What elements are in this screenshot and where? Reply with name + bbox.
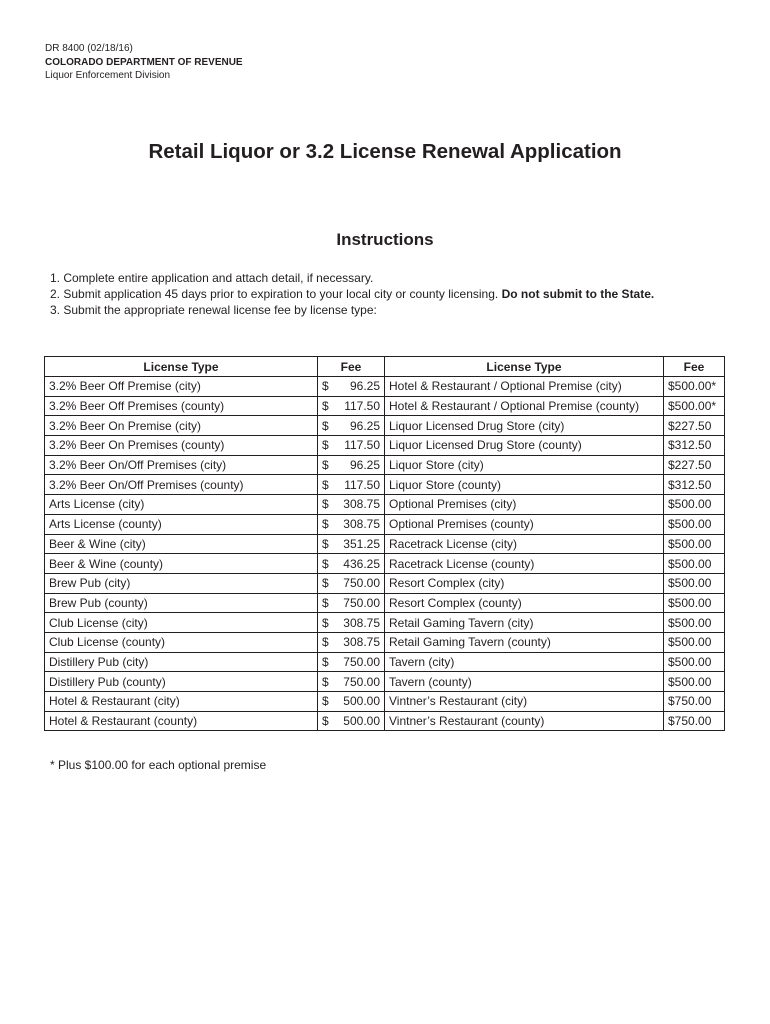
fee-cell <box>318 416 385 436</box>
table-row <box>45 554 725 574</box>
license-type-cell: 3.2% Beer On Premises (county) <box>45 436 318 456</box>
fee-amount: 351.25 <box>343 536 380 551</box>
fee-cell: $500.00* <box>664 396 725 416</box>
currency-symbol: $ <box>322 654 329 669</box>
license-type-cell: Racetrack License (county) <box>385 554 664 574</box>
fee-cell <box>318 672 385 692</box>
license-type-cell: Arts License (county) <box>45 514 318 534</box>
currency-symbol: $ <box>322 379 329 394</box>
currency-symbol: $ <box>322 497 329 512</box>
fee-amount: 308.75 <box>343 517 380 532</box>
fee-cell <box>318 593 385 613</box>
fee-cell <box>318 495 385 515</box>
fee-amount: 96.25 <box>349 379 380 394</box>
fee-amount: 308.75 <box>343 497 380 512</box>
currency-symbol: $ <box>322 595 329 610</box>
fee-amount: 500.00 <box>343 694 380 709</box>
table-row <box>45 495 725 515</box>
fee-cell: $500.00 <box>664 554 725 574</box>
fee-cell <box>318 514 385 534</box>
license-type-cell: Beer & Wine (city) <box>45 534 318 554</box>
license-type-cell: Tavern (county) <box>385 672 664 692</box>
table-row <box>45 455 725 475</box>
fee-amount: 308.75 <box>343 635 380 650</box>
table-row <box>45 377 725 397</box>
currency-symbol: $ <box>322 576 329 591</box>
table-row <box>45 514 725 534</box>
fee-cell <box>318 554 385 574</box>
license-type-cell: Resort Complex (city) <box>385 573 664 593</box>
license-type-cell: Hotel & Restaurant (city) <box>45 692 318 712</box>
fee-amount: 750.00 <box>343 654 380 669</box>
fee-cell: $500.00 <box>664 593 725 613</box>
fee-cell: $750.00 <box>664 692 725 712</box>
table-row <box>45 632 725 652</box>
instruction-item <box>50 286 654 302</box>
fee-amount: 436.25 <box>343 556 380 571</box>
license-type-cell: Optional Premises (city) <box>385 495 664 515</box>
license-type-cell: Liquor Store (city) <box>385 455 664 475</box>
fee-cell <box>318 396 385 416</box>
instruction-item: 3. Submit the appropriate renewal license fee by license type: <box>50 303 377 317</box>
fee-amount: 117.50 <box>344 477 380 492</box>
license-type-cell: 3.2% Beer Off Premise (city) <box>45 377 318 397</box>
currency-symbol: $ <box>322 438 329 453</box>
license-type-cell: 3.2% Beer On/Off Premises (city) <box>45 455 318 475</box>
fee-cell: $500.00 <box>664 632 725 652</box>
fee-cell: $500.00 <box>664 672 725 692</box>
fee-amount: 500.00 <box>343 714 380 729</box>
fee-amount: 750.00 <box>343 674 380 689</box>
fee-amount: 117.50 <box>344 399 380 414</box>
fee-cell <box>318 613 385 633</box>
instructions-heading: Instructions <box>336 230 434 249</box>
fee-cell <box>318 475 385 495</box>
license-type-cell: Hotel & Restaurant / Optional Premise (city) <box>385 377 664 397</box>
footnote: * Plus $100.00 for each optional premise <box>50 758 267 772</box>
form-number: DR 8400 (02/18/16) <box>45 43 133 54</box>
currency-symbol: $ <box>322 714 329 729</box>
fee-cell <box>318 652 385 672</box>
table-row <box>45 396 725 416</box>
fee-cell: $227.50 <box>664 416 725 436</box>
fee-cell <box>318 377 385 397</box>
currency-symbol: $ <box>322 674 329 689</box>
fee-cell: $500.00 <box>664 514 725 534</box>
table-row <box>45 613 725 633</box>
license-type-cell: Brew Pub (city) <box>45 573 318 593</box>
currency-symbol: $ <box>322 418 329 433</box>
column-header: License Type <box>45 357 318 377</box>
form-header <box>45 42 243 83</box>
table-row <box>45 573 725 593</box>
license-type-cell: Liquor Store (county) <box>385 475 664 495</box>
currency-symbol: $ <box>322 536 329 551</box>
currency-symbol: $ <box>322 458 329 473</box>
table-row <box>45 711 725 731</box>
fee-amount: 308.75 <box>343 615 380 630</box>
license-type-cell: Optional Premises (county) <box>385 514 664 534</box>
fee-cell <box>318 436 385 456</box>
fee-cell <box>318 711 385 731</box>
fee-cell: $500.00 <box>664 495 725 515</box>
fee-amount: 750.00 <box>343 576 380 591</box>
license-type-cell: Club License (county) <box>45 632 318 652</box>
license-type-cell: Brew Pub (county) <box>45 593 318 613</box>
license-type-cell: Beer & Wine (county) <box>45 554 318 574</box>
license-type-cell: 3.2% Beer On/Off Premises (county) <box>45 475 318 495</box>
page-title: Retail Liquor or 3.2 License Renewal Application <box>148 140 622 163</box>
license-type-cell: Hotel & Restaurant / Optional Premise (county) <box>385 396 664 416</box>
license-type-cell: Liquor Licensed Drug Store (county) <box>385 436 664 456</box>
license-type-cell: Hotel & Restaurant (county) <box>45 711 318 731</box>
fee-amount: 96.25 <box>349 458 380 473</box>
instruction-emphasis: Do not submit to the State. <box>501 287 655 301</box>
license-type-cell: Retail Gaming Tavern (county) <box>385 632 664 652</box>
department-name: COLORADO DEPARTMENT OF REVENUE <box>45 56 243 68</box>
table-header-row <box>45 357 725 377</box>
fee-amount: 750.00 <box>343 595 380 610</box>
table-row <box>45 593 725 613</box>
column-header: Fee <box>318 357 385 377</box>
table-row <box>45 436 725 456</box>
license-type-cell: Vintner’s Restaurant (county) <box>385 711 664 731</box>
fee-cell: $750.00 <box>664 711 725 731</box>
fee-cell <box>318 573 385 593</box>
table-body <box>45 377 725 731</box>
license-type-cell: Retail Gaming Tavern (city) <box>385 613 664 633</box>
instruction-text: 2. Submit application 45 days prior to expiration to your local city or county licensing. <box>50 287 499 301</box>
license-type-cell: Racetrack License (city) <box>385 534 664 554</box>
fee-cell <box>318 455 385 475</box>
currency-symbol: $ <box>322 694 329 709</box>
currency-symbol: $ <box>322 556 329 571</box>
column-header: Fee <box>664 357 725 377</box>
fee-cell: $500.00* <box>664 377 725 397</box>
table-row <box>45 692 725 712</box>
license-type-cell: Club License (city) <box>45 613 318 633</box>
currency-symbol: $ <box>322 615 329 630</box>
license-type-cell: Distillery Pub (city) <box>45 652 318 672</box>
fee-amount: 96.25 <box>349 418 380 433</box>
fee-cell: $312.50 <box>664 436 725 456</box>
fee-cell: $500.00 <box>664 613 725 633</box>
license-type-cell: Arts License (city) <box>45 495 318 515</box>
license-type-cell: Distillery Pub (county) <box>45 672 318 692</box>
currency-symbol: $ <box>322 635 329 650</box>
license-type-cell: Vintner’s Restaurant (city) <box>385 692 664 712</box>
fee-cell: $227.50 <box>664 455 725 475</box>
division-name: Liquor Enforcement Division <box>45 70 171 81</box>
license-type-cell: Tavern (city) <box>385 652 664 672</box>
license-type-cell: Resort Complex (county) <box>385 593 664 613</box>
fee-cell: $500.00 <box>664 573 725 593</box>
instructions-list <box>50 270 654 318</box>
table-row <box>45 475 725 495</box>
fee-cell <box>318 534 385 554</box>
table-row <box>45 534 725 554</box>
fee-cell: $312.50 <box>664 475 725 495</box>
fee-cell: $500.00 <box>664 534 725 554</box>
instruction-item: 1. Complete entire application and attach detail, if necessary. <box>50 271 374 285</box>
currency-symbol: $ <box>322 477 329 492</box>
fee-cell: $500.00 <box>664 652 725 672</box>
license-type-cell: Liquor Licensed Drug Store (city) <box>385 416 664 436</box>
fee-amount: 117.50 <box>344 438 380 453</box>
currency-symbol: $ <box>322 399 329 414</box>
currency-symbol: $ <box>322 517 329 532</box>
fee-table <box>44 356 725 731</box>
column-header: License Type <box>385 357 664 377</box>
license-type-cell: 3.2% Beer On Premise (city) <box>45 416 318 436</box>
table-row <box>45 652 725 672</box>
table-row <box>45 672 725 692</box>
fee-cell <box>318 632 385 652</box>
license-type-cell: 3.2% Beer Off Premises (county) <box>45 396 318 416</box>
fee-cell <box>318 692 385 712</box>
table-row <box>45 416 725 436</box>
